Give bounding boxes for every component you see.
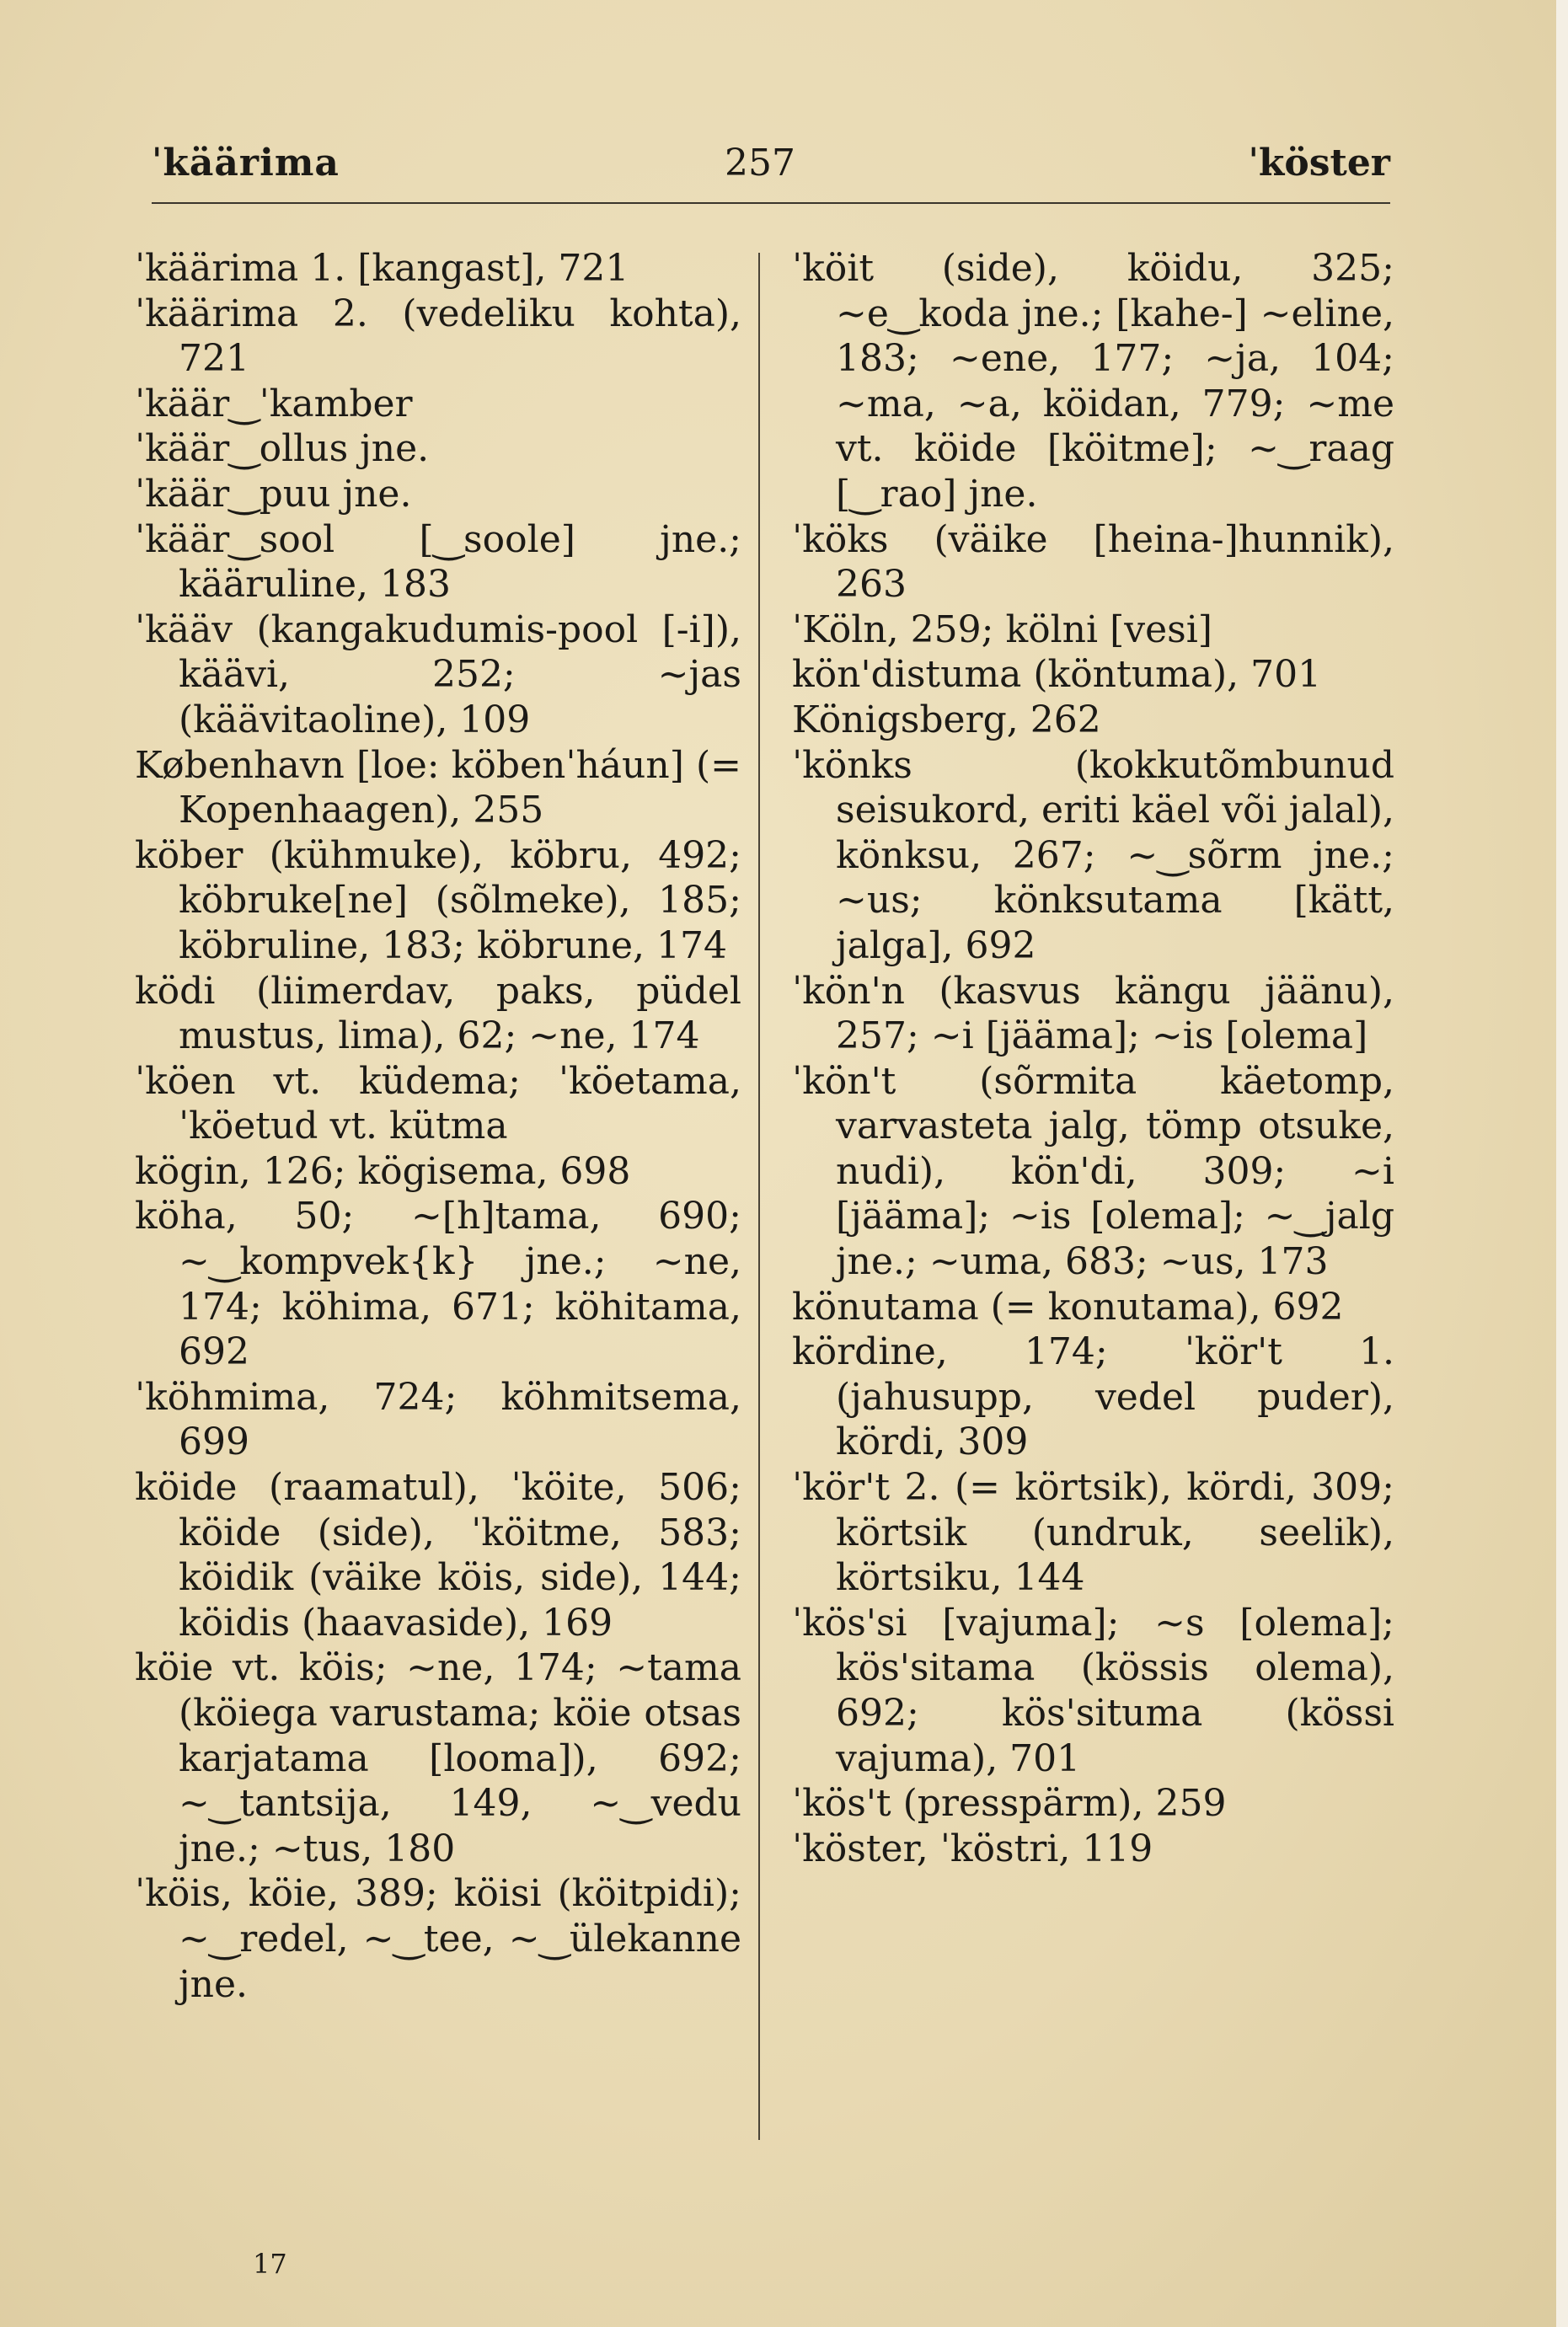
printer-signature: 17 (253, 2248, 287, 2280)
dictionary-entry: ˈkääv (kangakudumis-pool [-i]), käävi, 252; ~jas (käävitaoline), 109 (135, 607, 741, 741)
dictionary-entry: ˈköster, ˈköstri, 119 (792, 1827, 1153, 1870)
dictionary-entry: ˈkös'si [vajuma]; ~s [olema]; kös'sitama (kössis olema), 692; kös'situma (kössi vajuma), 701 (792, 1601, 1394, 1780)
dictionary-entry: könutama (= konutama), 692 (792, 1285, 1344, 1329)
dictionary-entry: ˈkör't 2. (= körtsik), kördi, 309; körtsik (undruk, seelik), körtsiku, 144 (792, 1466, 1394, 1600)
header-first-word: ˈkäärima (152, 142, 340, 185)
dictionary-entry: København [loe: köbenˈháun] (= Kopenhaagen), 255 (135, 743, 741, 832)
dictionary-entry: ˈköks (väike [heina-]hunnik), 263 (792, 517, 1394, 607)
left-column (135, 246, 741, 2007)
dictionary-entry: ˈköit (side), köidu, 325; ~e‿koda jne.; [kahe-] ~eline, 183; ~ene, 177; ~ja, 104; ~ma, ~a, köidan, 779; ~me vt. köide [köitme]; ~‿raag [‿rao] jne. (792, 247, 1394, 516)
dictionary-entry: kögin, 126; kögisema, 698 (135, 1149, 631, 1193)
running-header (152, 135, 1390, 202)
dictionary-entry: ˈkäärima 2. (vedeliku kohta), 721 (135, 292, 741, 381)
dictionary-entry: ˈkäär‿ollus jne. (135, 427, 430, 471)
dictionary-entry: köha, 50; ~[h]tama, 690; ~‿kompvek{k} jne.; ~ne, 174; köhima, 671; köhitama, 692 (135, 1195, 741, 1374)
column-divider (758, 253, 760, 2140)
dictionary-entry: ˈkäär‿ˈkamber (135, 382, 413, 425)
dictionary-entry: Königsberg, 262 (792, 698, 1101, 741)
dictionary-entry: köber (kühmuke), köbru, 492; köbruke[ne] (sõlmeke), 185; köbruline, 183; köbrune, 174 (135, 833, 741, 967)
dictionary-entry: ˈKöln, 259; kölni [vesi] (792, 607, 1212, 651)
header-rule (152, 202, 1390, 204)
dictionary-entry: ˈköis, köie, 389; köisi (köitpidi); ~‿redel, ~‿tee, ~‿ülekanne jne. (135, 1872, 741, 2006)
dictionary-entry: ködi (liimerdav, paks, püdel mustus, lima), 62; ~ne, 174 (135, 969, 741, 1058)
dictionary-entry: ˈköen vt. küdema; ˈköetama, ˈköetud vt. kütma (135, 1059, 741, 1148)
dictionary-entry: ˈköhmima, 724; köhmitsema, 699 (135, 1375, 741, 1464)
right-column (792, 246, 1394, 1871)
header-last-word: ˈköster (1248, 142, 1390, 185)
dictionary-entry: köie vt. köis; ~ne, 174; ~tama (köiega varustama; köie otsas karjatama [looma]), 692; ~‿tantsija, 149, ~‿vedu jne.; ~tus, 180 (135, 1646, 741, 1870)
dictionary-entry: ˈkön'n (kasvus kängu jäänu), 257; ~i [jääma]; ~is [olema] (792, 969, 1394, 1058)
dictionary-entry: ˈkäär‿puu jne. (135, 472, 412, 516)
dictionary-entry: ˈkönks (kokkutõmbunud seisukord, eriti käel või jalal), könksu, 267; ~‿sõrm jne.; ~us; könksutama [kätt, jalga], 692 (792, 743, 1394, 967)
dictionary-entry: ˈkön't (sõrmita käetomp, varvasteta jalg, tömp otsuke, nudi), kön'di, 309; ~i [jääma]; ~is [olema]; ~‿jalg jne.; ~uma, 683; ~us, 173 (792, 1059, 1394, 1284)
dictionary-entry: köide (raamatul), ˈköite, 506; köide (side), ˈköitme, 583; köidik (väike köis, side), 144; köidis (haavaside), 169 (135, 1466, 741, 1645)
dictionary-entry: ˈkäärima 1. [kangast], 721 (135, 247, 629, 290)
dictionary-entry: ˈkäär‿sool [‿soole] jne.; kääruline, 183 (135, 517, 741, 607)
dictionary-entry: kön'distuma (köntuma), 701 (792, 653, 1322, 697)
dictionary-entry: kördine, 174; ˈkör't 1. (jahusupp, vedel puder), kördi, 309 (792, 1330, 1394, 1464)
page-edge (1556, 0, 1568, 2327)
page-number: 257 (725, 142, 795, 185)
dictionary-entry: ˈkös't (presspärm), 259 (792, 1782, 1227, 1826)
